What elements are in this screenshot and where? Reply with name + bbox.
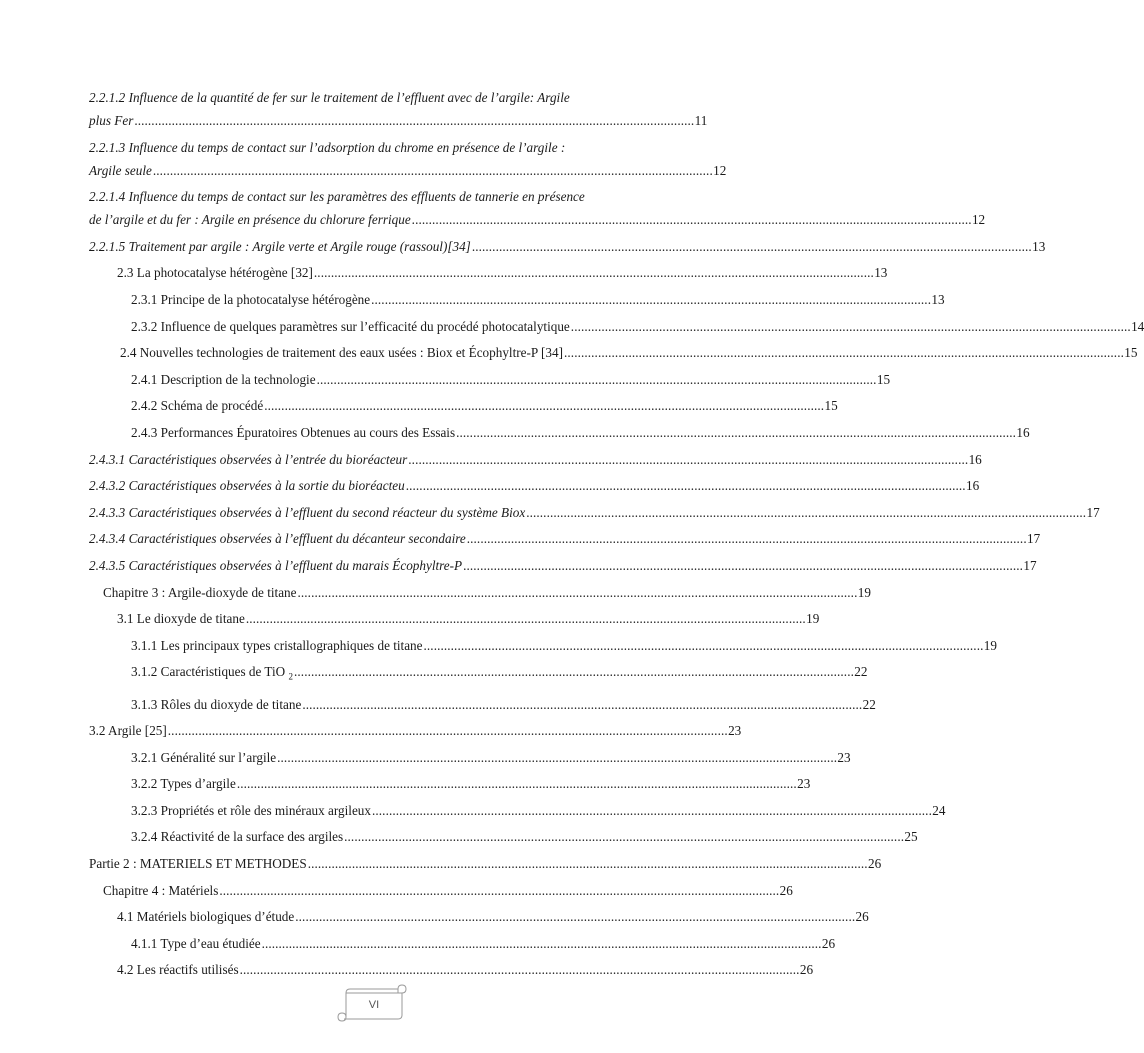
toc-entry-text: 2.4.3.5 Caractéristiques observées à l’effluent du marais Écophyltre-P bbox=[89, 557, 463, 573]
toc-entry-3-2-2[interactable] bbox=[89, 772, 811, 795]
toc-entry-text: 2.4.1 Description de la technologie bbox=[131, 371, 316, 387]
toc-page-number: 19 bbox=[806, 611, 820, 627]
toc-entry-text-wrap bbox=[131, 660, 293, 689]
toc-entry-2-4[interactable] bbox=[89, 341, 1138, 364]
toc-entry-text: 2.4.3.2 Caractéristiques observées à la sortie du bioréacteu bbox=[89, 478, 405, 494]
toc-page-number: 16 bbox=[1016, 424, 1030, 440]
toc-entry-text: 3.2.2 Types d’argile bbox=[131, 776, 236, 792]
toc-page-number: 25 bbox=[904, 829, 918, 845]
leader-dots bbox=[295, 905, 853, 928]
leader-dots bbox=[412, 208, 970, 231]
toc-entry-text: 2.4.3.3 Caractéristiques observées à l’effluent du second réacteur du système Biox bbox=[89, 504, 526, 520]
toc-page-number: 12 bbox=[971, 212, 986, 228]
toc-entry-text: 3.2.1 Généralité sur l’argile bbox=[131, 749, 277, 765]
toc-page-number: 14 bbox=[1131, 318, 1144, 334]
toc-page-number: 22 bbox=[854, 664, 868, 680]
leader-dots bbox=[406, 474, 964, 497]
toc-entry-2-3-1[interactable] bbox=[89, 288, 945, 311]
leader-dots bbox=[467, 527, 1025, 550]
toc-entry-text: 2.3.2 Influence de quelques paramètres sur l’efficacité du procédé photocatalytique bbox=[131, 318, 570, 334]
toc-page-number: 15 bbox=[824, 398, 838, 414]
toc-entry-text: 2.2.1.4 Influence du temps de contact sur les paramètres des effluents de tannerie en présence bbox=[89, 189, 585, 205]
leader-dots bbox=[526, 501, 1084, 524]
toc-entry-3-2-4[interactable] bbox=[89, 825, 918, 848]
toc-entry-3-1-2[interactable] bbox=[89, 660, 868, 689]
leader-dots bbox=[237, 772, 795, 795]
leader-dots bbox=[456, 421, 1014, 444]
toc-page-number: 17 bbox=[1023, 557, 1037, 573]
toc-entry-2-4-3-3[interactable] bbox=[89, 501, 1100, 524]
leader-dots bbox=[264, 394, 822, 417]
toc-page-number: 23 bbox=[728, 723, 742, 739]
toc-entry-text: 2.4.3 Performances Épuratoires Obtenues au cours des Essais bbox=[131, 424, 456, 440]
leader-dots bbox=[262, 932, 820, 955]
toc-entry-2-2-1-3[interactable] bbox=[89, 136, 727, 182]
toc-entry-chapitre-4[interactable] bbox=[89, 879, 793, 902]
leader-dots bbox=[240, 958, 798, 981]
toc-entry-text: 4.1.1 Type d’eau étudiée bbox=[131, 935, 261, 951]
toc-entry-text: 2.2.1.5 Traitement par argile : Argile verte et Argile rouge (rassoul)[34] bbox=[89, 238, 471, 254]
leader-dots bbox=[344, 825, 902, 848]
page-footer bbox=[338, 985, 410, 1025]
toc-entry-2-4-1[interactable] bbox=[89, 368, 891, 391]
toc-entry-text: 3.1 Le dioxyde de titane bbox=[117, 611, 245, 627]
toc-page-number: 22 bbox=[862, 696, 876, 712]
toc-entry-2-4-2[interactable] bbox=[89, 394, 838, 417]
leader-dots bbox=[219, 879, 777, 902]
toc-entry-text: 3.2.3 Propriétés et rôle des minéraux argileux bbox=[131, 802, 371, 818]
toc-entry-text: 3.2.4 Réactivité de la surface des argiles bbox=[131, 829, 344, 845]
toc-entry-text: 2.3.1 Principe de la photocatalyse hétérogène bbox=[131, 291, 371, 307]
toc-entry-text: 2.2.1.3 Influence du temps de contact sur l’adsorption du chrome en présence de l’argile : bbox=[89, 139, 566, 155]
toc-entry-2-4-3-5[interactable] bbox=[89, 554, 1037, 577]
leader-dots bbox=[371, 288, 929, 311]
toc-entry-chapitre-3[interactable] bbox=[89, 581, 871, 604]
toc-entry-2-4-3[interactable] bbox=[89, 421, 1030, 444]
toc-page-number: 17 bbox=[1027, 531, 1041, 547]
toc-page-number: 26 bbox=[821, 935, 836, 951]
toc-entry-4-1[interactable] bbox=[89, 905, 869, 928]
toc-entry-text: 3.2 Argile [25] bbox=[89, 723, 167, 739]
leader-dots bbox=[246, 607, 804, 630]
toc-entry-2-2-1-4[interactable] bbox=[89, 185, 986, 231]
toc-entry-text: Partie 2 : MATERIELS ET METHODES bbox=[89, 856, 307, 872]
toc-entry-3-2-1[interactable] bbox=[89, 746, 851, 769]
leader-dots bbox=[424, 634, 982, 657]
toc-entry-2-4-3-1[interactable] bbox=[89, 448, 982, 471]
leader-dots bbox=[317, 368, 875, 391]
toc-entry-text: Argile seule bbox=[89, 162, 152, 178]
toc-page-number: 11 bbox=[694, 113, 708, 128]
toc-entry-text: Chapitre 4 : Matériels bbox=[103, 882, 219, 898]
toc-entry-text: 2.4.3.4 Caractéristiques observées à l’effluent du décanteur secondaire bbox=[89, 531, 466, 547]
toc-page-number: 13 bbox=[931, 291, 945, 307]
toc-entry-2-3-2[interactable] bbox=[89, 315, 1144, 338]
leader-dots bbox=[408, 448, 966, 471]
leader-dots bbox=[153, 159, 711, 182]
toc-entry-text: 4.2 Les réactifs utilisés bbox=[117, 962, 239, 978]
toc-entry-4-2[interactable] bbox=[89, 958, 814, 981]
toc-entry-text: 2.4.2 Schéma de procédé bbox=[131, 398, 264, 414]
toc-entry-3-2-3[interactable] bbox=[89, 799, 946, 822]
toc-page-number: 19 bbox=[983, 637, 997, 653]
toc-entry-text: 2.4.3.1 Caractéristiques observées à l’entrée du bioréacteur bbox=[89, 451, 408, 467]
toc-entry-2-2-1-5[interactable] bbox=[89, 235, 1046, 258]
toc-page-number: 26 bbox=[855, 909, 869, 925]
leader-dots bbox=[308, 852, 866, 875]
toc-page-number: 13 bbox=[1032, 238, 1046, 254]
toc-entry-text: Chapitre 3 : Argile-dioxyde de titane bbox=[103, 584, 297, 600]
toc-page-number: 26 bbox=[799, 962, 814, 978]
leader-dots bbox=[298, 581, 856, 604]
toc-page-number: 16 bbox=[966, 478, 980, 494]
toc-entry-text: de l’argile et du fer : Argile en présence du chlorure ferrique bbox=[89, 212, 411, 228]
toc-page-number: 12 bbox=[713, 162, 727, 178]
leader-dots bbox=[294, 660, 852, 683]
toc-page-number: 13 bbox=[874, 265, 888, 281]
toc-entry-3-1-1[interactable] bbox=[89, 634, 997, 657]
toc-entry-text: 3.1.3 Rôles du dioxyde de titane bbox=[131, 696, 302, 712]
toc-entry-partie-2[interactable] bbox=[89, 852, 882, 875]
toc-entry-2-3[interactable] bbox=[89, 261, 888, 284]
toc-page-number: 16 bbox=[968, 451, 982, 467]
subscript: 2 bbox=[288, 671, 294, 682]
toc-entry-2-4-3-2[interactable] bbox=[89, 474, 980, 497]
toc-entry-3-2[interactable] bbox=[89, 719, 742, 742]
toc-page-number: 15 bbox=[1124, 345, 1138, 361]
toc-entry-text: 2.2.1.2 Influence de la quantité de fer sur le traitement de l’effluent avec de l’argile: Argile bbox=[89, 90, 570, 105]
toc-entry-3-1-3[interactable] bbox=[89, 693, 876, 716]
toc-page-number: 23 bbox=[837, 749, 851, 765]
leader-dots bbox=[372, 799, 930, 822]
toc-page-number: 23 bbox=[797, 776, 811, 792]
leader-dots bbox=[277, 746, 835, 769]
toc-page-number: 15 bbox=[876, 371, 891, 387]
leader-dots bbox=[168, 719, 726, 742]
toc-entry-text: 3.1.2 Caractéristiques de TiO bbox=[131, 664, 286, 680]
leader-dots bbox=[564, 341, 1122, 364]
page-number: VI bbox=[368, 999, 380, 1011]
toc-entry-text: 4.1 Matériels biologiques d’étude bbox=[117, 909, 295, 925]
toc-entry-text: plus Fer bbox=[89, 113, 134, 128]
leader-dots bbox=[314, 261, 872, 284]
toc-entry-3-1[interactable] bbox=[89, 607, 820, 630]
toc-page-number: 17 bbox=[1086, 504, 1100, 520]
toc-page-number: 19 bbox=[857, 584, 871, 600]
toc-entry-4-1-1[interactable] bbox=[89, 932, 836, 955]
toc-entry-text: 2.4 Nouvelles technologies de traitement des eaux usées : Biox et Écophyltre-P [34] bbox=[120, 345, 564, 361]
toc-entry-text: 2.3 La photocatalyse hétérogène [32] bbox=[117, 265, 313, 281]
toc-entry-2-2-1-2[interactable] bbox=[89, 86, 708, 132]
leader-dots bbox=[302, 693, 860, 716]
toc-entry-text: 3.1.1 Les principaux types cristallographiques de titane bbox=[131, 637, 423, 653]
toc-entry-2-4-3-4[interactable] bbox=[89, 527, 1041, 550]
toc-page-number: 26 bbox=[779, 882, 793, 898]
table-of-contents bbox=[89, 86, 1144, 985]
toc-page-number: 26 bbox=[867, 856, 882, 872]
leader-dots bbox=[134, 109, 692, 132]
leader-dots bbox=[463, 554, 1021, 577]
toc-page-number: 24 bbox=[932, 802, 946, 818]
leader-dots bbox=[472, 235, 1030, 258]
leader-dots bbox=[571, 315, 1129, 338]
